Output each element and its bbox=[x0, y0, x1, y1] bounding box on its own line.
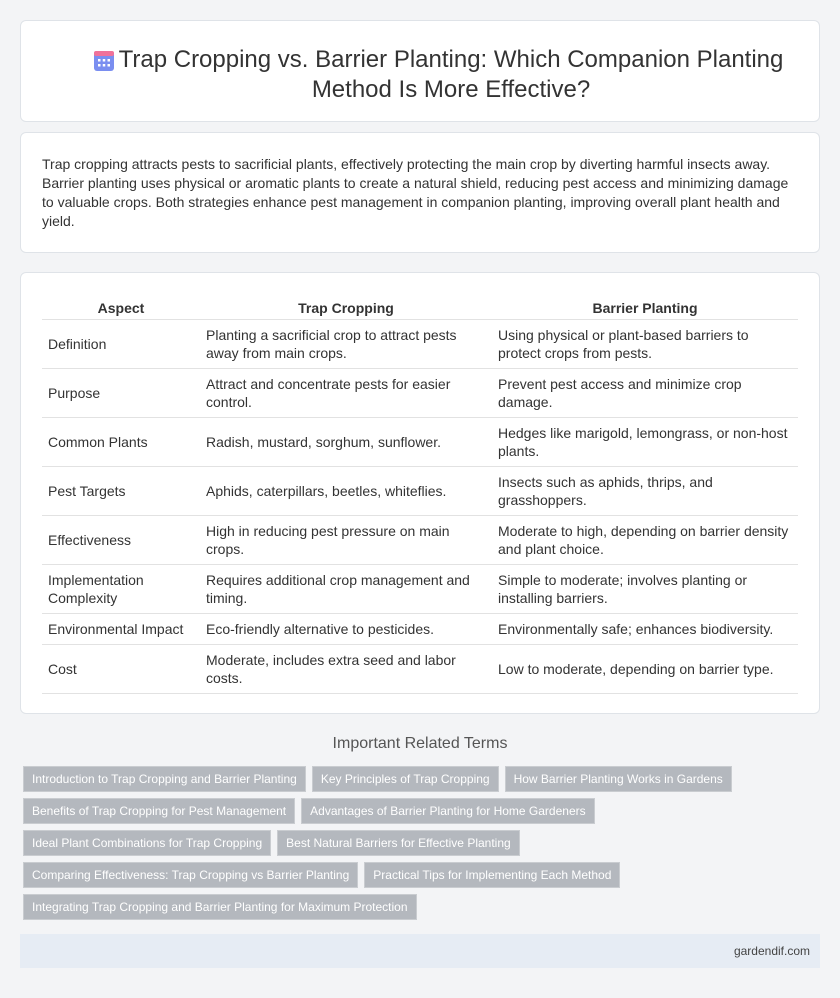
tag-row bbox=[23, 862, 823, 894]
table-cell: Prevent pest access and minimize crop damage. bbox=[492, 368, 798, 417]
table-row bbox=[42, 644, 798, 693]
table-row bbox=[42, 466, 798, 515]
table-cell: Implementation Complexity bbox=[42, 564, 200, 613]
related-term-tag[interactable]: Integrating Trap Cropping and Barrier Planting for Maximum Protection bbox=[23, 894, 417, 920]
related-term-tag[interactable]: Advantages of Barrier Planting for Home Gardeners bbox=[301, 798, 594, 824]
tag-row bbox=[23, 830, 823, 862]
table-cell: Moderate to high, depending on barrier density and plant choice. bbox=[492, 515, 798, 564]
table-cell: Environmentally safe; enhances biodiversity. bbox=[492, 613, 798, 644]
table-row bbox=[42, 613, 798, 644]
intro-card bbox=[20, 132, 820, 253]
intro-text: Trap cropping attracts pests to sacrificial plants, effectively protecting the main crop by diverting harmful insects away. Barrier planting uses physical or aromatic plants to create a natural shield, reducing pest access and minimizing damage to valuable crops. Both strategies enhance pest management in companion planting, improving overall plant health and yield. bbox=[42, 156, 789, 229]
table-cell: Purpose bbox=[42, 368, 200, 417]
table-cell: Attract and concentrate pests for easier control. bbox=[200, 368, 492, 417]
table-header-row bbox=[42, 297, 798, 319]
table-cell: Simple to moderate; involves planting or installing barriers. bbox=[492, 564, 798, 613]
related-term-tag[interactable]: Introduction to Trap Cropping and Barrier Planting bbox=[23, 766, 306, 792]
page-title: Trap Cropping vs. Barrier Planting: Which Companion Planting Method Is More Effective? bbox=[118, 46, 784, 103]
table-cell: Moderate, includes extra seed and labor costs. bbox=[200, 644, 492, 693]
table-cell: Requires additional crop management and timing. bbox=[200, 564, 492, 613]
table-row bbox=[42, 368, 798, 417]
header-card bbox=[20, 20, 820, 122]
tag-row bbox=[23, 766, 823, 798]
table-cell: Environmental Impact bbox=[42, 613, 200, 644]
table-cell: Pest Targets bbox=[42, 466, 200, 515]
table-cell: Hedges like marigold, lemongrass, or non-host plants. bbox=[492, 417, 798, 466]
table-row bbox=[42, 319, 798, 368]
table-cell: Planting a sacrificial crop to attract pests away from main crops. bbox=[200, 319, 492, 368]
related-term-tag[interactable]: Key Principles of Trap Cropping bbox=[312, 766, 499, 792]
related-term-tag[interactable]: Comparing Effectiveness: Trap Cropping vs Barrier Planting bbox=[23, 862, 358, 888]
tag-row bbox=[23, 798, 823, 830]
table-cell: Definition bbox=[42, 319, 200, 368]
table-row bbox=[42, 564, 798, 613]
table-cell: Common Plants bbox=[42, 417, 200, 466]
tag-row bbox=[23, 894, 823, 926]
related-term-tag[interactable]: How Barrier Planting Works in Gardens bbox=[505, 766, 732, 792]
related-term-tag[interactable]: Best Natural Barriers for Effective Planting bbox=[277, 830, 520, 856]
related-term-tag[interactable]: Benefits of Trap Cropping for Pest Management bbox=[23, 798, 295, 824]
header-trap-cropping: Trap Cropping bbox=[200, 297, 492, 319]
table-cell: Insects such as aphids, thrips, and grasshoppers. bbox=[492, 466, 798, 515]
related-term-tag[interactable]: Ideal Plant Combinations for Trap Cropping bbox=[23, 830, 271, 856]
table-row bbox=[42, 515, 798, 564]
header-barrier-planting: Barrier Planting bbox=[492, 297, 798, 319]
table-cell: Cost bbox=[42, 644, 200, 693]
table-cell: Low to moderate, depending on barrier type. bbox=[492, 644, 798, 693]
table-cell: Effectiveness bbox=[42, 515, 200, 564]
table-cell: Eco-friendly alternative to pesticides. bbox=[200, 613, 492, 644]
related-terms-list bbox=[23, 766, 823, 926]
table-cell: High in reducing pest pressure on main crops. bbox=[200, 515, 492, 564]
comparison-table bbox=[42, 297, 798, 694]
header-aspect: Aspect bbox=[42, 297, 200, 319]
footer bbox=[20, 934, 820, 968]
table-row bbox=[42, 417, 798, 466]
table-cell: Using physical or plant-based barriers to protect crops from pests. bbox=[492, 319, 798, 368]
table-cell: Radish, mustard, sorghum, sunflower. bbox=[200, 417, 492, 466]
table-cell: Aphids, caterpillars, beetles, whiteflies. bbox=[200, 466, 492, 515]
related-term-tag[interactable]: Practical Tips for Implementing Each Method bbox=[364, 862, 620, 888]
footer-site-link[interactable]: gardendif.com bbox=[733, 944, 810, 958]
comparison-table-card bbox=[20, 272, 820, 714]
related-terms-title: Important Related Terms bbox=[332, 735, 508, 752]
